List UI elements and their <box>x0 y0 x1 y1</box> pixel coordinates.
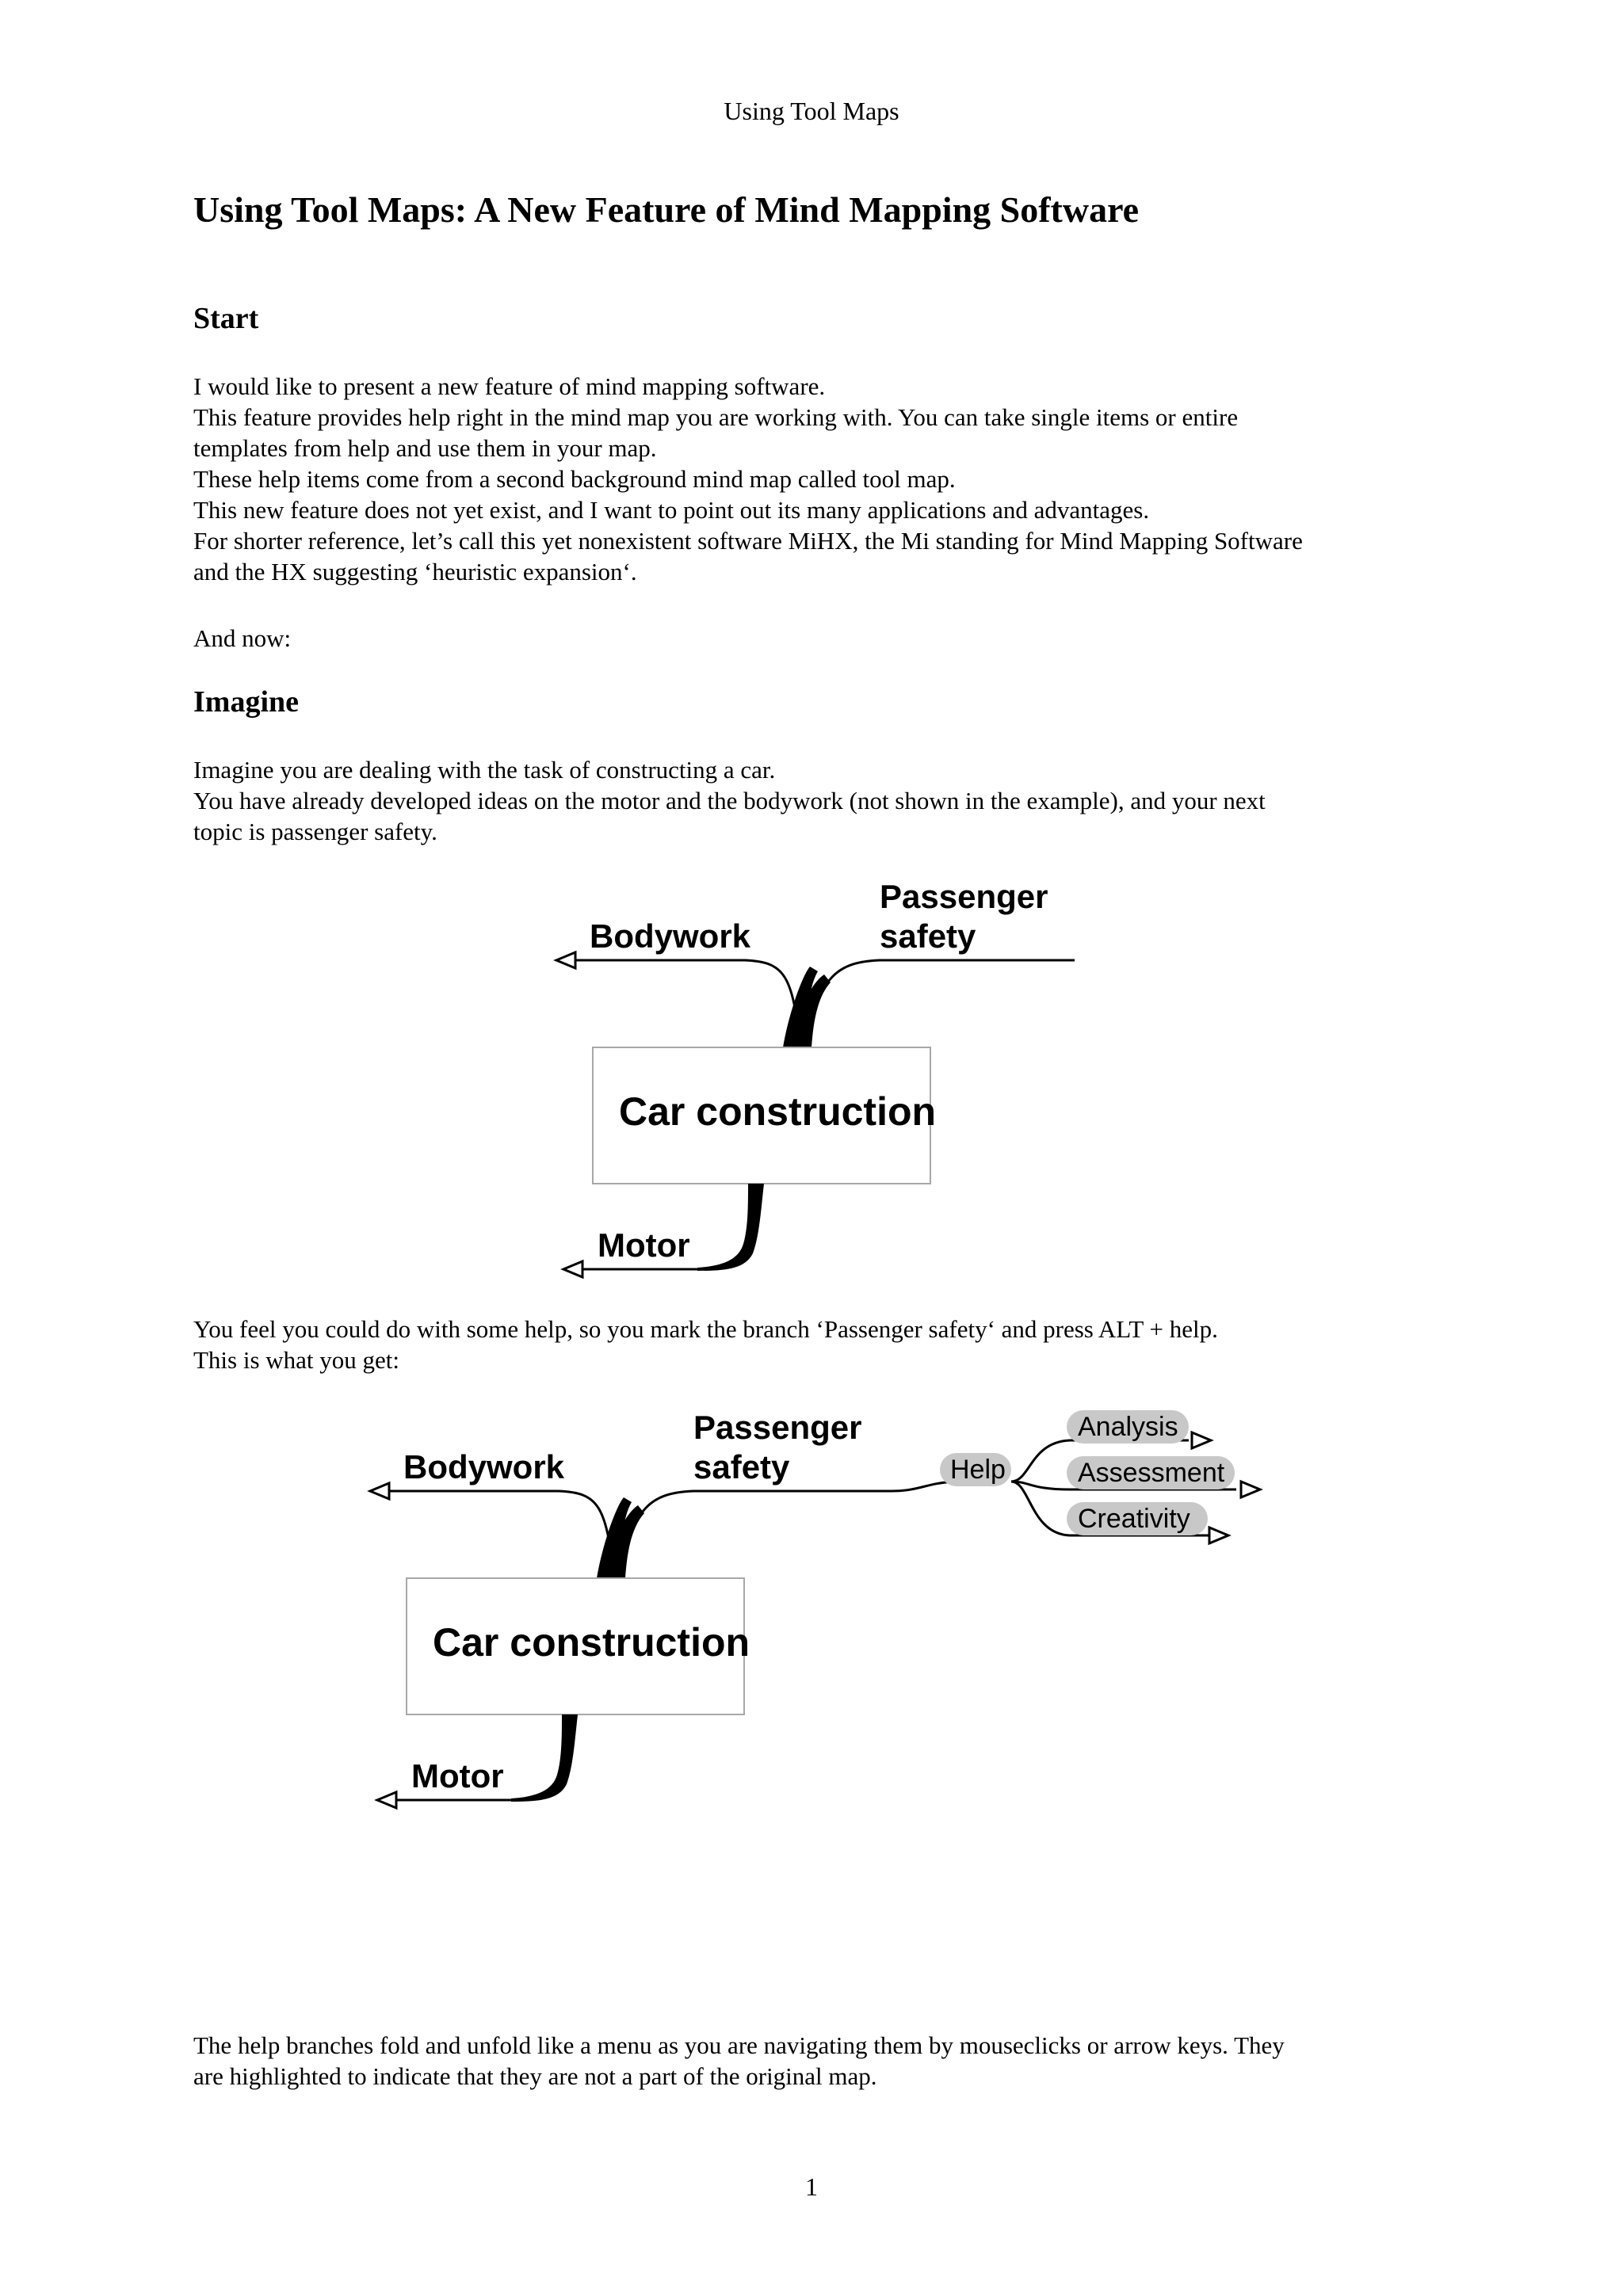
branch-label-passenger-line1: Passenger <box>693 1409 862 1446</box>
text-line: This feature provides help right in the mind map you are working with. You can take single items or entire <box>193 403 1239 431</box>
section-heading-imagine: Imagine <box>193 685 299 719</box>
help-node-label[interactable]: Help <box>950 1455 1006 1485</box>
page-number: 1 <box>805 2172 818 2201</box>
mind-map-basic <box>0 864 1623 1291</box>
text-line: templates from help and use them in your map. <box>193 434 657 462</box>
branch-label-motor: Motor <box>411 1757 504 1794</box>
branch-line-passenger <box>622 1482 955 1578</box>
branch-line-bodywork <box>567 960 800 1047</box>
branch-label-passenger-line2: safety <box>693 1448 790 1486</box>
central-topic-label: Car construction <box>619 1089 937 1134</box>
branch-trunk-motor <box>511 1714 578 1802</box>
text-line: The help branches fold and unfold like a menu as you are navigating them by mouseclicks or arrow keys. They <box>193 2031 1285 2059</box>
closing-paragraph <box>193 2030 1461 2092</box>
text-line: You have already developed ideas on the motor and the bodywork (not shown in the example), and your next <box>193 787 1266 814</box>
text-line: For shorter reference, let’s call this yet nonexistent software MiHX, the Mi standing for Mind Mapping Software <box>193 527 1303 555</box>
central-topic-label: Car construction <box>433 1620 750 1665</box>
document-title: Using Tool Maps: A New Feature of Mind Mapping Software <box>193 189 1140 230</box>
branch-label-motor: Motor <box>598 1226 690 1264</box>
and-now-text: And now: <box>193 624 292 652</box>
arrow-head-icon <box>563 1261 582 1277</box>
arrow-head-icon <box>370 1483 389 1499</box>
text-line: This new feature does not yet exist, and I want to point out its many applications and advantages. <box>193 496 1150 524</box>
help-item-assessment[interactable]: Assessment <box>1078 1458 1225 1488</box>
branch-line-passenger <box>808 960 1075 1047</box>
text-line: are highlighted to indicate that they are not a part of the original map. <box>193 2062 877 2090</box>
arrow-head-icon <box>377 1792 396 1808</box>
branch-label-bodywork: Bodywork <box>590 917 751 955</box>
start-paragraph <box>193 371 1461 587</box>
arrow-head-icon <box>1241 1482 1260 1497</box>
after-map-paragraph <box>193 1314 1461 1375</box>
branch-label-bodywork: Bodywork <box>403 1448 565 1486</box>
text-line: Imagine you are dealing with the task of constructing a car. <box>193 756 776 784</box>
imagine-paragraph <box>193 754 1461 847</box>
arrow-head-icon <box>556 952 575 968</box>
text-line: You feel you could do with some help, so you mark the branch ‘Passenger safety‘ and press ALT + help. <box>193 1315 1218 1343</box>
branch-label-passenger-line1: Passenger <box>880 878 1048 915</box>
running-header: Using Tool Maps <box>724 97 899 125</box>
section-heading-start: Start <box>193 302 259 335</box>
branch-line-bodywork <box>380 1491 614 1578</box>
arrow-head-icon <box>1209 1527 1228 1543</box>
branch-label-passenger-line2: safety <box>880 917 976 955</box>
branch-trunk-motor <box>697 1184 764 1271</box>
text-line: topic is passenger safety. <box>193 818 437 845</box>
help-item-analysis[interactable]: Analysis <box>1078 1412 1178 1442</box>
text-line: These help items come from a second background mind map called tool map. <box>193 465 956 493</box>
arrow-head-icon <box>1192 1432 1211 1448</box>
help-item-creativity[interactable]: Creativity <box>1078 1504 1190 1534</box>
text-line: This is what you get: <box>193 1346 400 1374</box>
mind-map-with-help <box>0 1394 1623 1822</box>
text-line: I would like to present a new feature of mind mapping software. <box>193 372 826 400</box>
text-line: and the HX suggesting ‘heuristic expansion‘. <box>193 558 637 585</box>
